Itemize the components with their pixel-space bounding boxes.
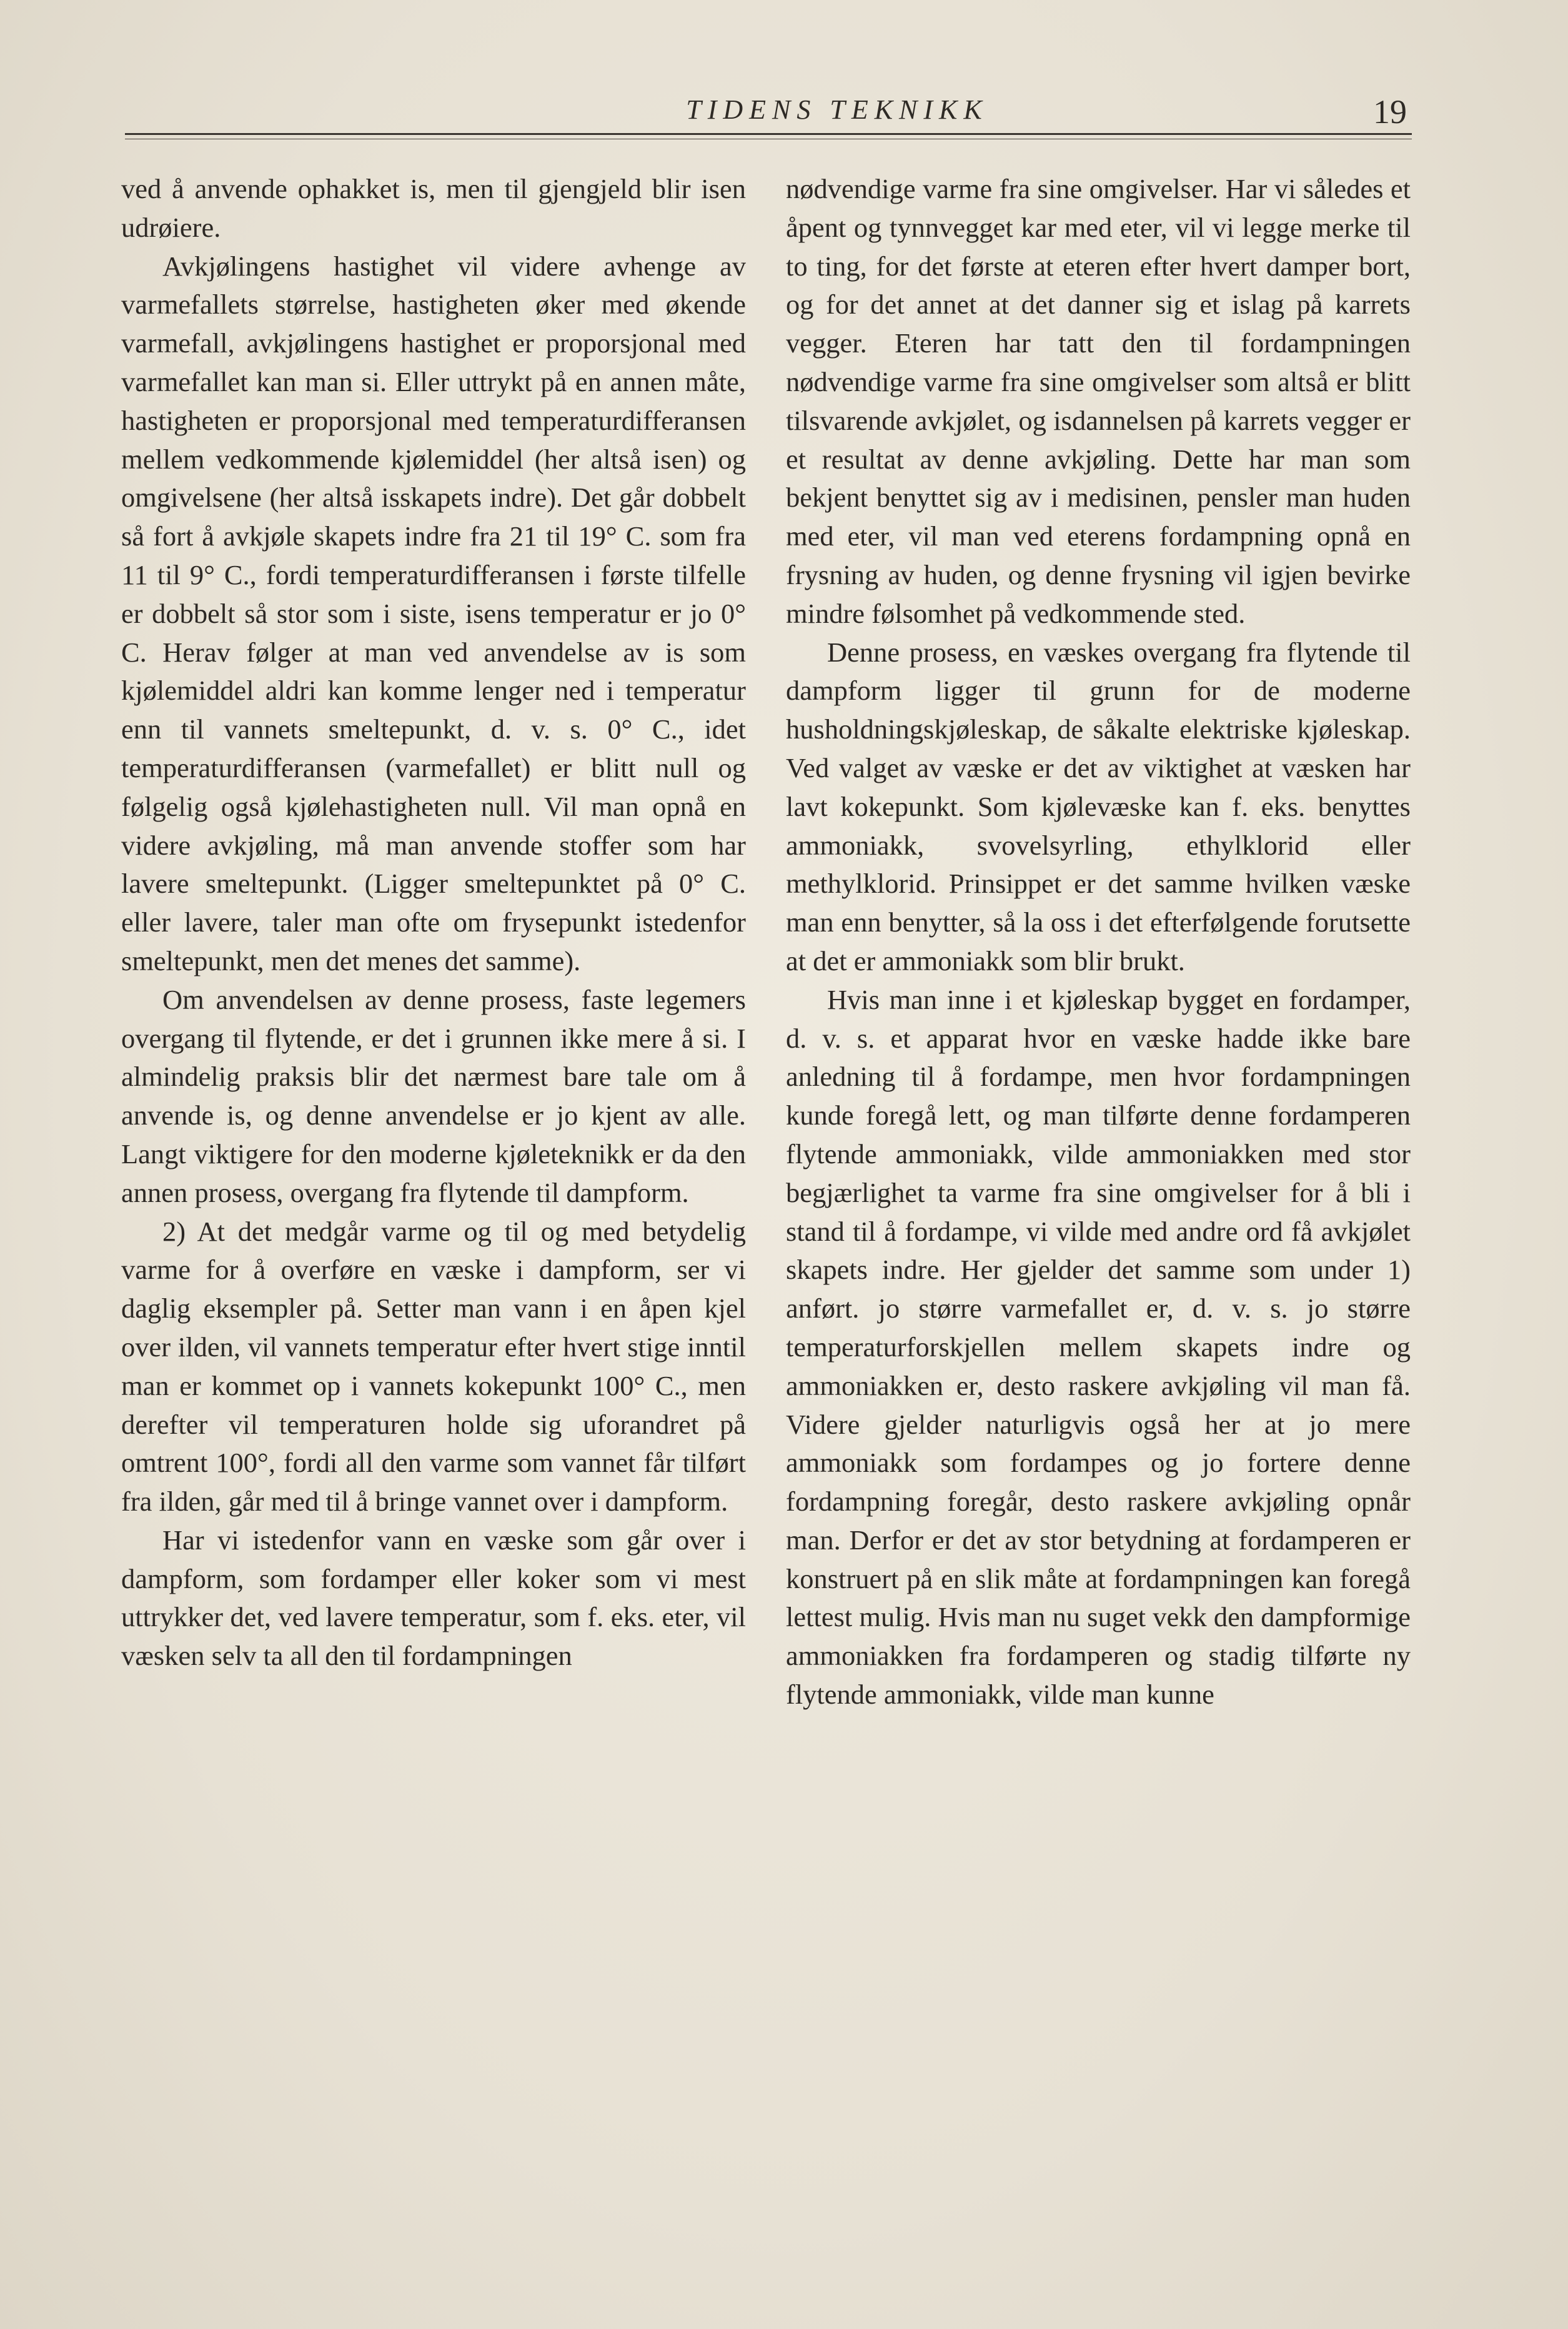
right-column [786, 170, 1411, 1714]
running-title: TIDENS TEKNIKK [686, 94, 988, 125]
left-column [121, 170, 746, 1676]
paragraph: Om anvendelsen av denne prosess, faste legemers overgang til flytende, er det i grunnen ikke mere å si. I almindelig praksis blir det nærmest bare tale om å anvende is, og denne anvendelse er jo kjent av alle. Langt viktigere for den moderne kjøleteknikk er da den annen prosess, overgang fra flytende til dampform. [121, 983, 746, 1208]
page-header [125, 94, 1412, 137]
paragraph: nødvendige varme fra sine omgivelser. Har vi således et åpent og tynnvegget kar med eter, vil vi legge merke til to ting, for det første at eteren efter hvert damper bort, og for det annet at det danner sig et islag på karrets vegger. Eteren har tatt den til fordampningen nødvendige varme fra sine omgivelser som altså er blitt tilsvarende avkjølet, og isdannelsen på karrets vegger er et resultat av denne avkjøling. Dette har man som bekjent benyttet sig av i medisinen, pensler man huden med eter, vil man ved eterens fordampning opnå en frysning av huden, og denne frysning vil igjen bevirke mindre følsomhet på vedkommende sted. [786, 173, 1411, 629]
paragraph: Avkjølingens hastighet vil videre avhenge av varmefallets størrelse, hastigheten øker med økende varmefall, avkjølingens hastighet er proporsjonal med varmefallet kan man si. Eller uttrykt på en annen måte, hastigheten er proporsjonal med temperaturdifferansen mellem vedkommende kjølemiddel (her altså isen) og omgivelsene (her altså isskapets indre). Det går dobbelt så fort å avkjøle skapets indre fra 21 til 19° C. som fra 11 til 9° C., fordi temperaturdifferansen i første tilfelle er dobbelt så stor som i siste, isens temperatur er jo 0° C. Herav følger at man ved anvendelse av is som kjølemiddel aldri kan komme lenger ned i temperatur enn til vannets smeltepunkt, d. v. s. 0° C., idet temperaturdifferansen (varmefallet) er blitt null og følgelig også kjølehastigheten null. Vil man opnå en videre avkjøling, må man anvende stoffer som har lavere smeltepunkt. (Ligger smeltepunktet på 0° C. eller lavere, taler man ofte om frysepunkt istedenfor smeltepunkt, men det menes det samme). [121, 250, 746, 976]
paragraph: Har vi istedenfor vann en væske som går over i dampform, som fordamper eller koker som vi mest uttrykker det, ved lavere temperatur, som f. eks. eter, vil væsken selv ta all den til fordampningen [121, 1524, 746, 1672]
header-rule [125, 133, 1412, 135]
paragraph: ved å anvende ophakket is, men til gjengjeld blir isen udrøiere. [121, 173, 746, 243]
page-number: 19 [1373, 93, 1407, 131]
paragraph: 2) At det medgår varme og til og med betydelig varme for å overføre en væske i dampform, ser vi daglig eksempler på. Setter man vann i en åpen kjel over ilden, vil vannets temperatur efter hvert stige inntil man er kommet op i vannets kokepunkt 100° C., men derefter vil temperaturen holde sig uforandret på omtrent 100°, fordi all den varme som vannet får tilført fra ilden, går med til å bringe vannet over i dampform. [121, 1215, 746, 1517]
paragraph: Denne prosess, en væskes overgang fra flytende til dampform ligger til grunn for de moderne husholdningskjøleskap, de såkalte elektriske kjøleskap. Ved valget av væske er det av viktighet at væsken har lavt kokepunkt. Som kjølevæske kan f. eks. benyttes ammoniakk, svovelsyrling, ethylklorid eller methylklorid. Prinsippet er det samme hvilken væske man enn benytter, så la oss i det efterfølgende forutsette at det er ammoniakk som blir brukt. [786, 636, 1411, 976]
paragraph: Hvis man inne i et kjøleskap bygget en fordamper, d. v. s. et apparat hvor en væske hadde ikke bare anledning til å fordampe, men hvor fordampningen kunde foregå lett, og man tilførte denne fordamperen flytende ammoniakk, vilde ammoniakken med stor begjærlighet ta varme fra sine omgivelser for å bli i stand til å fordampe, vi vilde med andre ord få avkjølet skapets indre. Her gjelder det samme som under 1) anført. jo større varmefallet er, d. v. s. jo større temperaturforskjellen mellem skapets indre og ammoniakken er, desto raskere avkjøling vil man få. Videre gjelder naturligvis også her at jo mere ammoniakk som fordampes og jo fortere denne fordampning foregår, desto raskere avkjøling opnår man. Derfor er det av stor betydning at fordamperen er konstruert på en slik måte at fordampningen kan foregå lettest mulig. Hvis man nu suget vekk den dampformige ammoniakken fra fordamperen og stadig tilførte ny flytende ammoniakk, vilde man kunne [786, 983, 1411, 1711]
